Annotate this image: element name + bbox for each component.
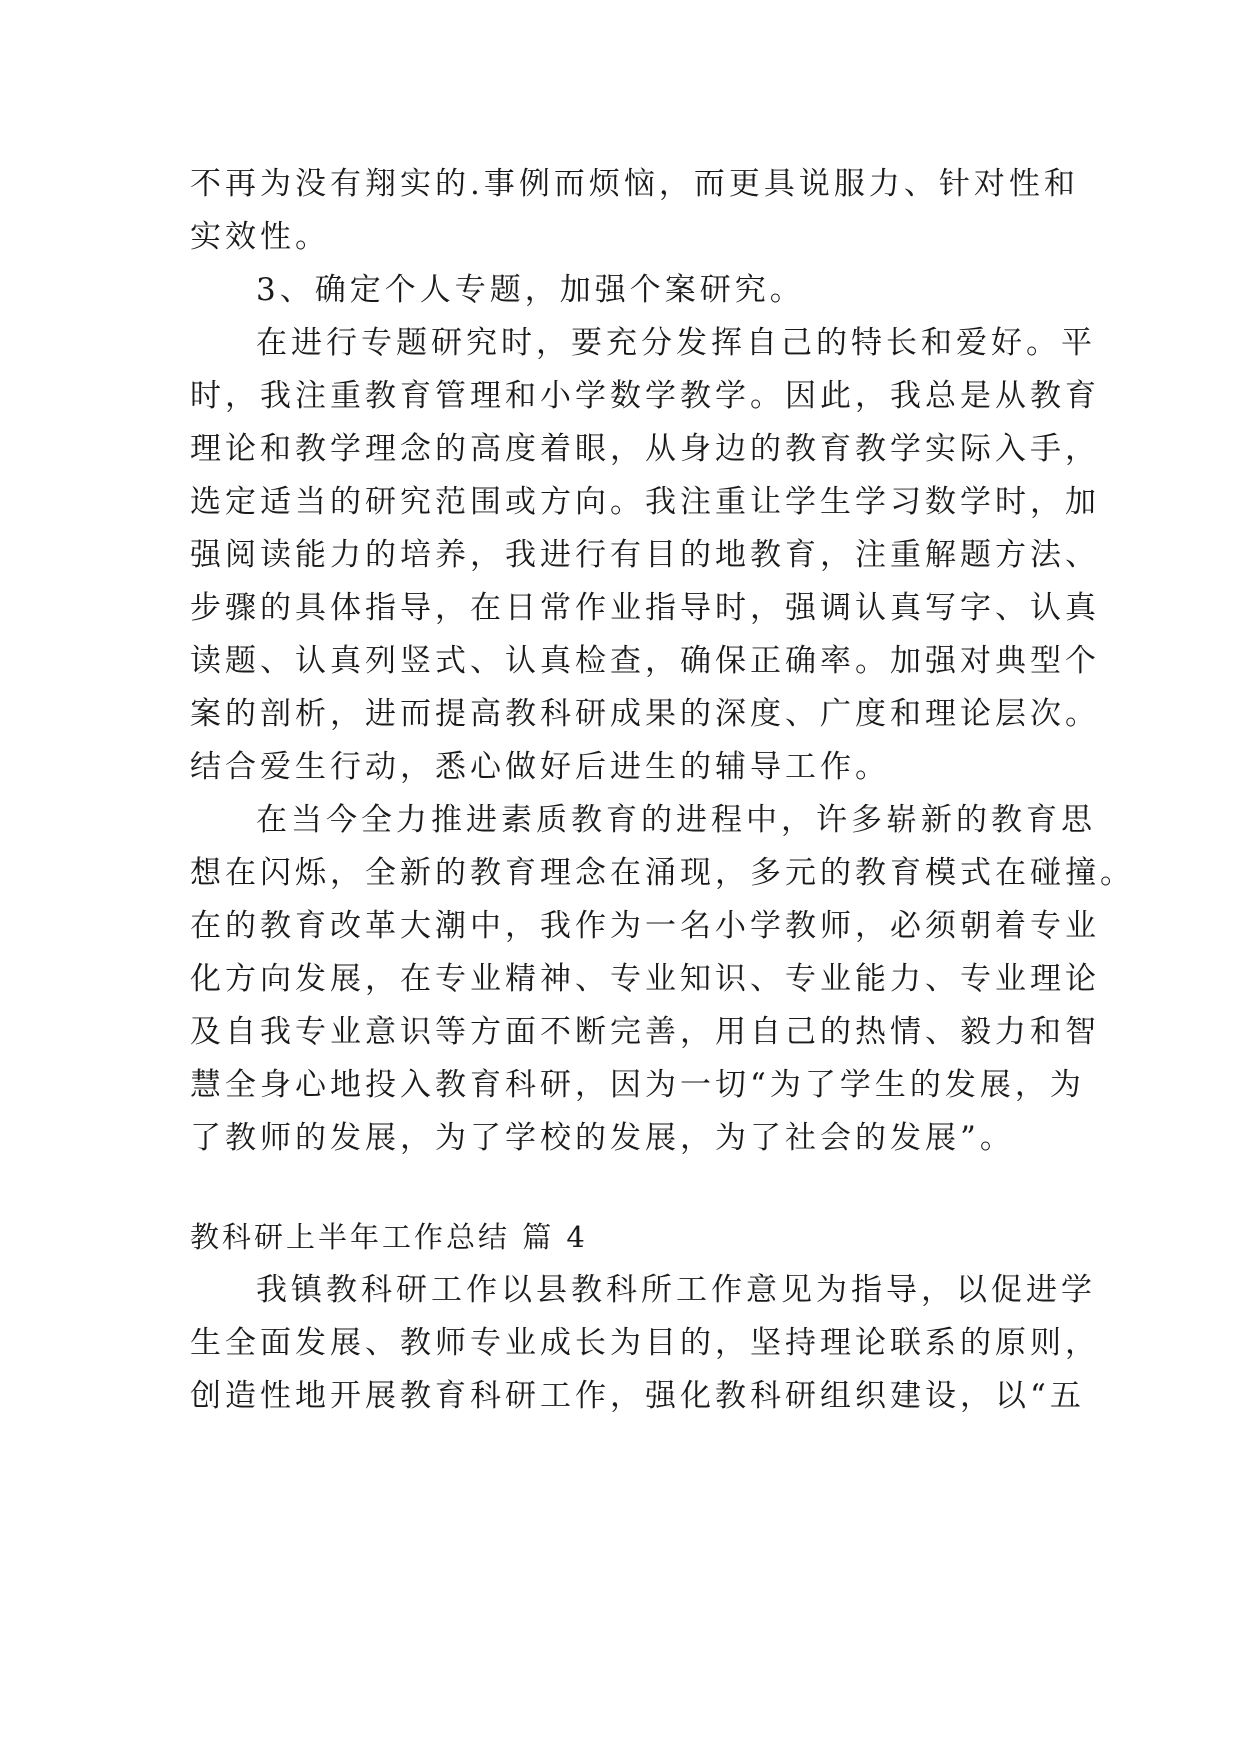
text-line: 案的剖析，进而提高教科研成果的深度、广度和理论层次。 — [190, 696, 1100, 732]
text-line: 想在闪烁，全新的教育理念在涌现，多元的教育模式在碰撞。 — [190, 855, 1135, 891]
text-line: 结合爱生行动，悉心做好后进生的辅导工作。 — [190, 749, 890, 785]
paragraph-1 — [190, 158, 1079, 264]
text-line: 选定适当的研究范围或方向。我注重让学生学习数学时，加 — [190, 484, 1100, 520]
paragraph-2 — [190, 317, 1100, 794]
paragraph-4 — [190, 1264, 1100, 1423]
text-line: 实效性。 — [190, 219, 330, 255]
text-line: 创造性地开展教育科研工作，强化教科研组织建设，以“五 — [190, 1378, 1085, 1414]
text-line: 在进行专题研究时，要充分发挥自己的特长和爱好。平 — [256, 325, 1096, 361]
text-line: 了教师的发展，为了学校的发展，为了社会的发展”。 — [190, 1120, 1015, 1156]
section-title: 教科研上半年工作总结 篇 4 — [190, 1220, 588, 1254]
text-line: 读题、认真列竖式、认真检查，确保正确率。加强对典型个 — [190, 643, 1100, 679]
text-line: 化方向发展，在专业精神、专业知识、专业能力、专业理论 — [190, 961, 1100, 997]
paragraph-3 — [190, 794, 1135, 1165]
item-3-heading: 3、确定个人专题，加强个案研究。 — [256, 272, 805, 308]
text-line: 时，我注重教育管理和小学数学教学。因此，我总是从教育 — [190, 378, 1100, 414]
text-line: 在当今全力推进素质教育的进程中，许多崭新的教育思 — [256, 802, 1096, 838]
text-line: 不再为没有翔实的.事例而烦恼，而更具说服力、针对性和 — [190, 166, 1079, 202]
text-line: 步骤的具体指导，在日常作业指导时，强调认真写字、认真 — [190, 590, 1100, 626]
text-line: 我镇教科研工作以县教科所工作意见为指导，以促进学 — [256, 1272, 1096, 1308]
text-line: 慧全身心地投入教育科研，因为一切“为了学生的发展，为 — [190, 1067, 1085, 1103]
text-line: 在的教育改革大潮中，我作为一名小学教师，必须朝着专业 — [190, 908, 1100, 944]
text-line: 理论和教学理念的高度着眼，从身边的教育教学实际入手， — [190, 431, 1100, 467]
document-body — [190, 158, 1135, 1423]
text-line: 强阅读能力的培养，我进行有目的地教育，注重解题方法、 — [190, 537, 1100, 573]
text-line: 及自我专业意识等方面不断完善，用自己的热情、毅力和智 — [190, 1014, 1100, 1050]
text-line: 生全面发展、教师专业成长为目的，坚持理论联系的原则， — [190, 1325, 1100, 1361]
